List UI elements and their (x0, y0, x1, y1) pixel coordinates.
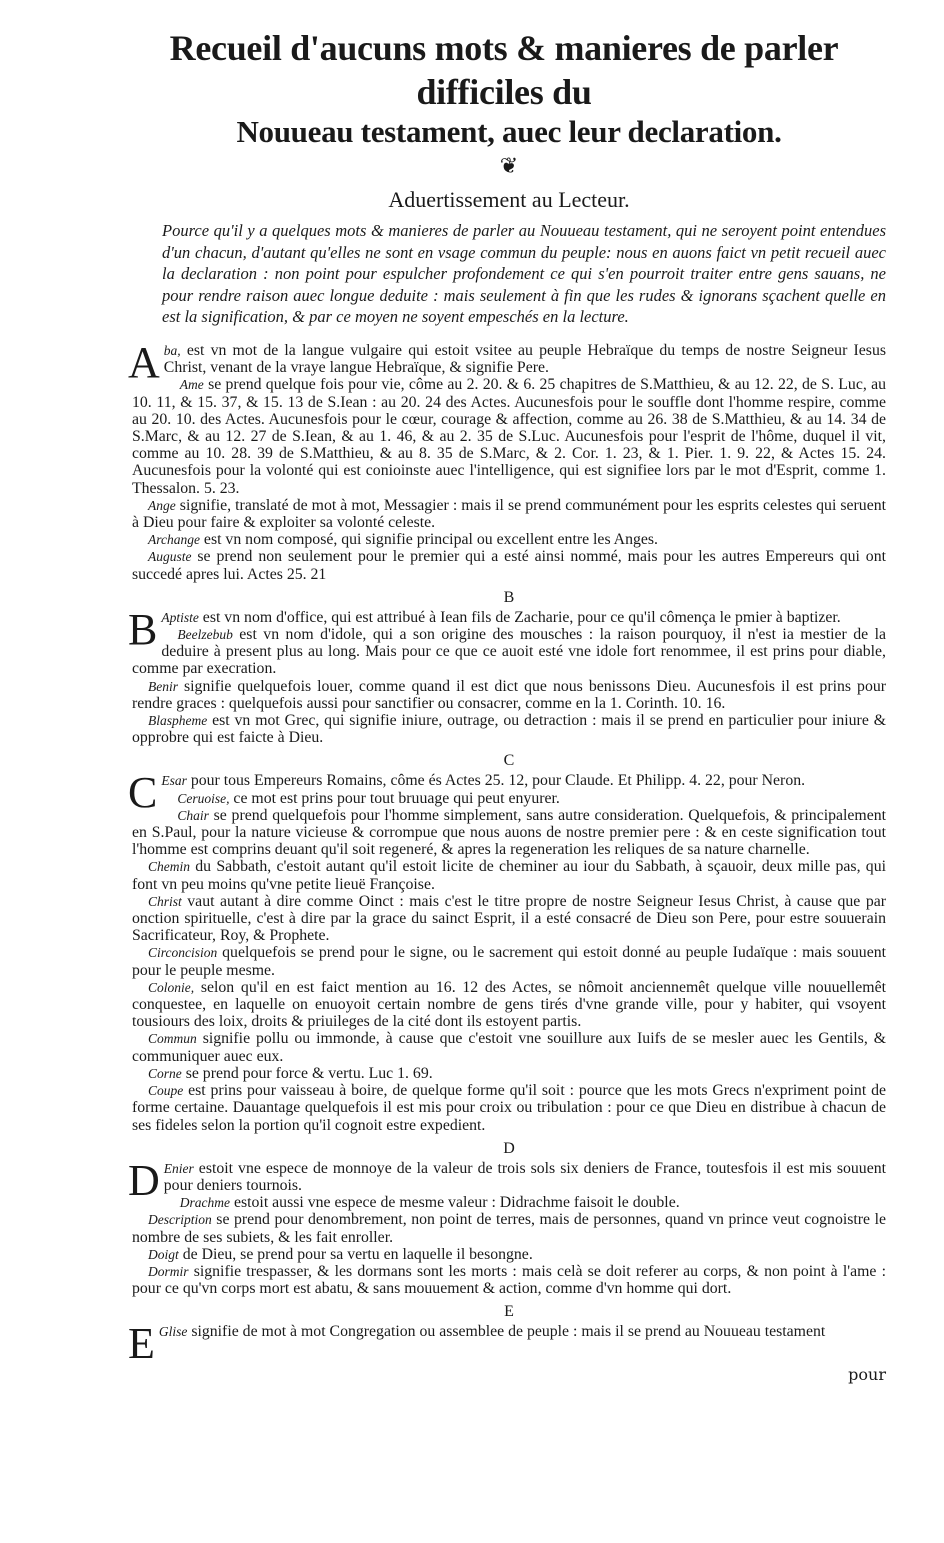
entry-headword: Chemin (148, 859, 190, 875)
entry-headword: Colonie, (148, 979, 195, 995)
glossary-entry (132, 1082, 886, 1134)
preface-paragraph: Pource qu'il y a quelques mots & manieres de parler au Nouueau testament, qui ne seroyent point entendues d'un chacun, d'autant qu'elles ne sont en vsage commun du peuple: nous en auons faict vn petit recueil auec la declaration : non point pour espulcher profondement ce qui s'en pourroit traiter entre gens sauans, ne pour rendre raison auec longue deduite : mais seulement à fin que les rudes & ignorans sçachent quelle en est la signification, & par ce moyen ne soyent empeschés en la lecture. (162, 221, 886, 327)
entry-headword: Archange (148, 532, 200, 548)
glossary-entry (132, 531, 886, 548)
avertissement-heading: Aduertissement au Lecteur. (388, 187, 630, 212)
glossary-entry (132, 944, 886, 978)
entry-definition: pour tous Empereurs Romains, côme és Actes 25. 12, pour Claude. Et Philipp. 4. 22, pour Neron. (186, 772, 806, 790)
entry-headword: Chair (177, 807, 209, 823)
entry-headword: Blaspheme (148, 713, 208, 729)
glossary-entry (132, 858, 886, 892)
entry-definition: se prend pour force & vertu. Luc 1. 69. (181, 1064, 433, 1082)
glossary-entry (132, 376, 886, 496)
section-letter: C (503, 752, 515, 770)
entry-definition: se prend quelque fois pour vie, côme au 2. 20. & 6. 25 chapitres de S.Matthieu, & au 12. 22, de S. Luc, au 10. 11, & 15. 37, & 15. 13 de S.Iean : au 20. 24 des Actes. Aucunesfois pour le souffle dont l'homme respire, comme au 20. 10. des Actes. Aucunesfois pour le cœur, courage & affection, comme au 26. 38 de S.Matthieu, & au 14. 34 de S.Marc, & au 12. 27 de S.Iean, & au 1. 46, & au 2. 35 de S.Luc. Aucunesfois pour l'esprit de l'hôme, duquel il vit, comme au 10. 28. 39 de S.Matthieu, & au 8. 35 de S.Marc, & 2. Cor. 1. 23, & 1. Pier. 1. 9. 22, & Actes 15. 24. Aucunesfois pour la volonté qui est conioinste auec l'intelligence, qui est signifiee lors par le mot d'Esprit, comme 1. Thessalon. 5. 23. (132, 376, 886, 497)
entry-headword: Beelzebub (177, 627, 233, 643)
glossary-entry (132, 790, 886, 807)
section-letter: E (504, 1303, 514, 1321)
glossary-entry (132, 712, 886, 746)
entry-headword: Enier (163, 1160, 194, 1176)
glossary-entry (132, 1030, 886, 1064)
drop-cap: E (128, 1319, 155, 1369)
entry-definition: se prend non seulement pour le premier qui a esté ainsi nommé, mais pour les autres Empereurs qui ont succedé apres lui. Actes 25. 21 (132, 548, 886, 583)
entry-headword: Commun (148, 1031, 197, 1047)
entry-definition: signifie trespasser, & les dormans sont les morts : mais celà se doit referer au corps, & non point à l'ame : pour ce qu'vn corps mort est abatu, & sans mouuement & action, comme d'vn homme qui dort. (132, 1262, 886, 1298)
entry-definition: signifie, translaté de mot à mot, Messagier : mais il se prend communément pour les esprits celestes qui seruent à Dieu pour faire & exploiter sa volonté celeste. (132, 496, 886, 531)
entry-definition: est vn nom d'idole, qui a son origine des mousches : la raison pourquoy, il n'est ia mestier de la deduire à present plus au long. Mais pour ce que ce auoit esté vne idole fort renommee, il est prins pour diable, comme par execration. (132, 626, 886, 678)
entry-headword: Esar (161, 773, 187, 789)
entry-definition: est vn mot Grec, qui signifie iniure, outrage, ou detraction : mais il se prend en particulier pour iniure & opprobre qui est faicte à Dieu. (132, 712, 886, 747)
entry-headword: Description (148, 1212, 212, 1228)
entry-headword: ba, (163, 342, 181, 358)
entry-headword: Ceruoise, (177, 790, 230, 806)
entry-headword: Corne (148, 1065, 182, 1081)
glossary-entry (132, 979, 886, 1031)
entry-headword: Benir (148, 678, 178, 694)
glossary-entry (132, 497, 886, 531)
entry-definition: quelquefois se prend pour le signe, ou le sacrement qui estoit donné au peuple Iudaïque : mais souuent pour le peuple mesme. (132, 944, 886, 979)
entry-headword: Christ (148, 893, 182, 909)
section-letter: B (503, 588, 515, 606)
entry-definition: est prins pour vaisseau à boire, de quelque forme qu'il soit : pource que les mots Grecs n'expriment point de forme certaine. Dauantage quelquefois il est mis pour croix ou tribulation : pour ce que Dieu en distribue à chacun de ses fideles selon la portion qu'il cognoit estre expedient. (132, 1082, 886, 1134)
entry-definition: est vn nom composé, qui signifie principal ou excellent entre les Anges. (199, 531, 658, 549)
entry-definition: signifie quelquefois louer, comme quand il est dict que nous benissons Dieu. Aucunesfois il est prins pour rendre graces : quelquefois aussi pour sanctifier ou consacrer, comme en la 1. Corinth. 10. 16. (132, 677, 886, 712)
entry-headword: Coupe (148, 1083, 184, 1099)
glossary-entry (132, 1246, 886, 1263)
glossary-entry (132, 893, 886, 945)
entry-headword: Aptiste (161, 609, 199, 625)
entry-definition: est vn mot de la langue vulgaire qui estoit vsitee au peuple Hebraïque du temps de nostre Seigneur Iesus Christ, venant de la vraye langue Hebraïque, & signifie Pere. (163, 341, 886, 377)
entry-headword: Ange (148, 497, 176, 513)
entry-definition: estoit vne espece de monnoye de la valeur de trois sols six deniers de France, toutesfois il est mis souuent pour deniers tournois. (163, 1159, 886, 1194)
section-letter: D (503, 1139, 515, 1157)
entry-headword: Circoncision (148, 945, 218, 961)
entry-definition: se prend pour denombrement, non point de terres, mais de personnes, quand vn prince veut cognoistre le nombre de ses subiets, & les fait enroller. (132, 1211, 886, 1246)
catchword: pour (848, 1365, 886, 1385)
entry-headword: Dormir (148, 1263, 189, 1279)
glossary-entry (128, 1319, 886, 1369)
drop-cap: B (128, 604, 158, 654)
entry-definition: ce mot est prins pour tout bruuage qui peut enyurer. (229, 789, 560, 807)
entry-headword: Doigt (148, 1246, 179, 1262)
entry-definition: estoit aussi vne espece de mesme valeur : Didrachme faisoit le double. (230, 1194, 680, 1212)
glossary-entry (132, 1194, 886, 1211)
glossary-entry (132, 1263, 886, 1297)
entry-definition: vaut autant à dire comme Oinct : mais c'est le titre propre de nostre Seigneur Iesus Christ, à cause que par onction spirituelle, c'est à dire par la grace du sainct Esprit, il a esté consacré de Dieu son Pere, pour estre souuerain Sacrificateur, Roy, & Prophete. (132, 892, 886, 945)
drop-cap: C (128, 768, 158, 818)
entry-headword: Drachme (179, 1195, 231, 1211)
drop-cap: D (128, 1155, 160, 1205)
glossary-entry (132, 548, 886, 582)
drop-cap: A (128, 337, 160, 387)
glossary-entry (132, 678, 886, 712)
fleuron-ornament: ❦ (499, 154, 519, 179)
entry-definition: du Sabbath, c'estoit autant qu'il estoit licite de cheminer au iour du Sabbath, à sçauoir, deux mille pas, qui font vn peu moins qu'vne petite lieuë Françoise. (132, 858, 886, 893)
entry-definition: de Dieu, se prend pour sa vertu en laquelle il besongne. (178, 1245, 533, 1263)
glossary-entry (132, 1211, 886, 1245)
title-line-2: Nouueau testament, auec leur declaration. (236, 114, 782, 149)
entry-definition: selon qu'il en est faict mention au 16. 12 des Actes, se nômoit anciennemêt quelque ville nouuellemêt conquestee, en laquelle on enuoyoit certain nombre de gens tirés d'vne grande ville, pour y habiter, qui vsoyent tousiours des loix, droits & priuileges de la cité dont ils estoyent partis. (132, 978, 886, 1031)
glossary-entries (128, 337, 886, 1369)
page-title (132, 26, 886, 150)
entry-definition: se prend quelquefois pour l'homme simplement, sans autre consideration. Quelquefois, & principalement en S.Paul, pour la nature vicieuse & corrompue que nous auons de nostre premier pere : & en ceste signification tout l'homme est comprins deuant qu'il soit regeneré, & apres la regeneration les reliques de sa nature charnelle. (132, 806, 886, 859)
glossary-entry (132, 1065, 886, 1082)
entry-headword: Auguste (148, 549, 192, 565)
glossary-entry (132, 807, 886, 859)
glossary-entry (132, 626, 886, 678)
entry-headword: Glise (158, 1324, 188, 1340)
title-line-1: Recueil d'aucuns mots & manieres de parler difficiles du (169, 28, 839, 112)
entry-definition: est vn nom d'office, qui est attribué à Iean fils de Zacharie, pour ce qu'il cômença le pmier à baptizer. (198, 608, 841, 626)
entry-headword: Ame (179, 377, 204, 393)
entry-definition: signifie pollu ou immonde, à cause que c'estoit vne souillure aux Iuifs de se mesler auec les Gentils, & communiquer auec eux. (132, 1030, 886, 1065)
entry-definition: signifie de mot à mot Congregation ou assemblee de peuple : mais il se prend au Nouueau testament (187, 1323, 826, 1341)
